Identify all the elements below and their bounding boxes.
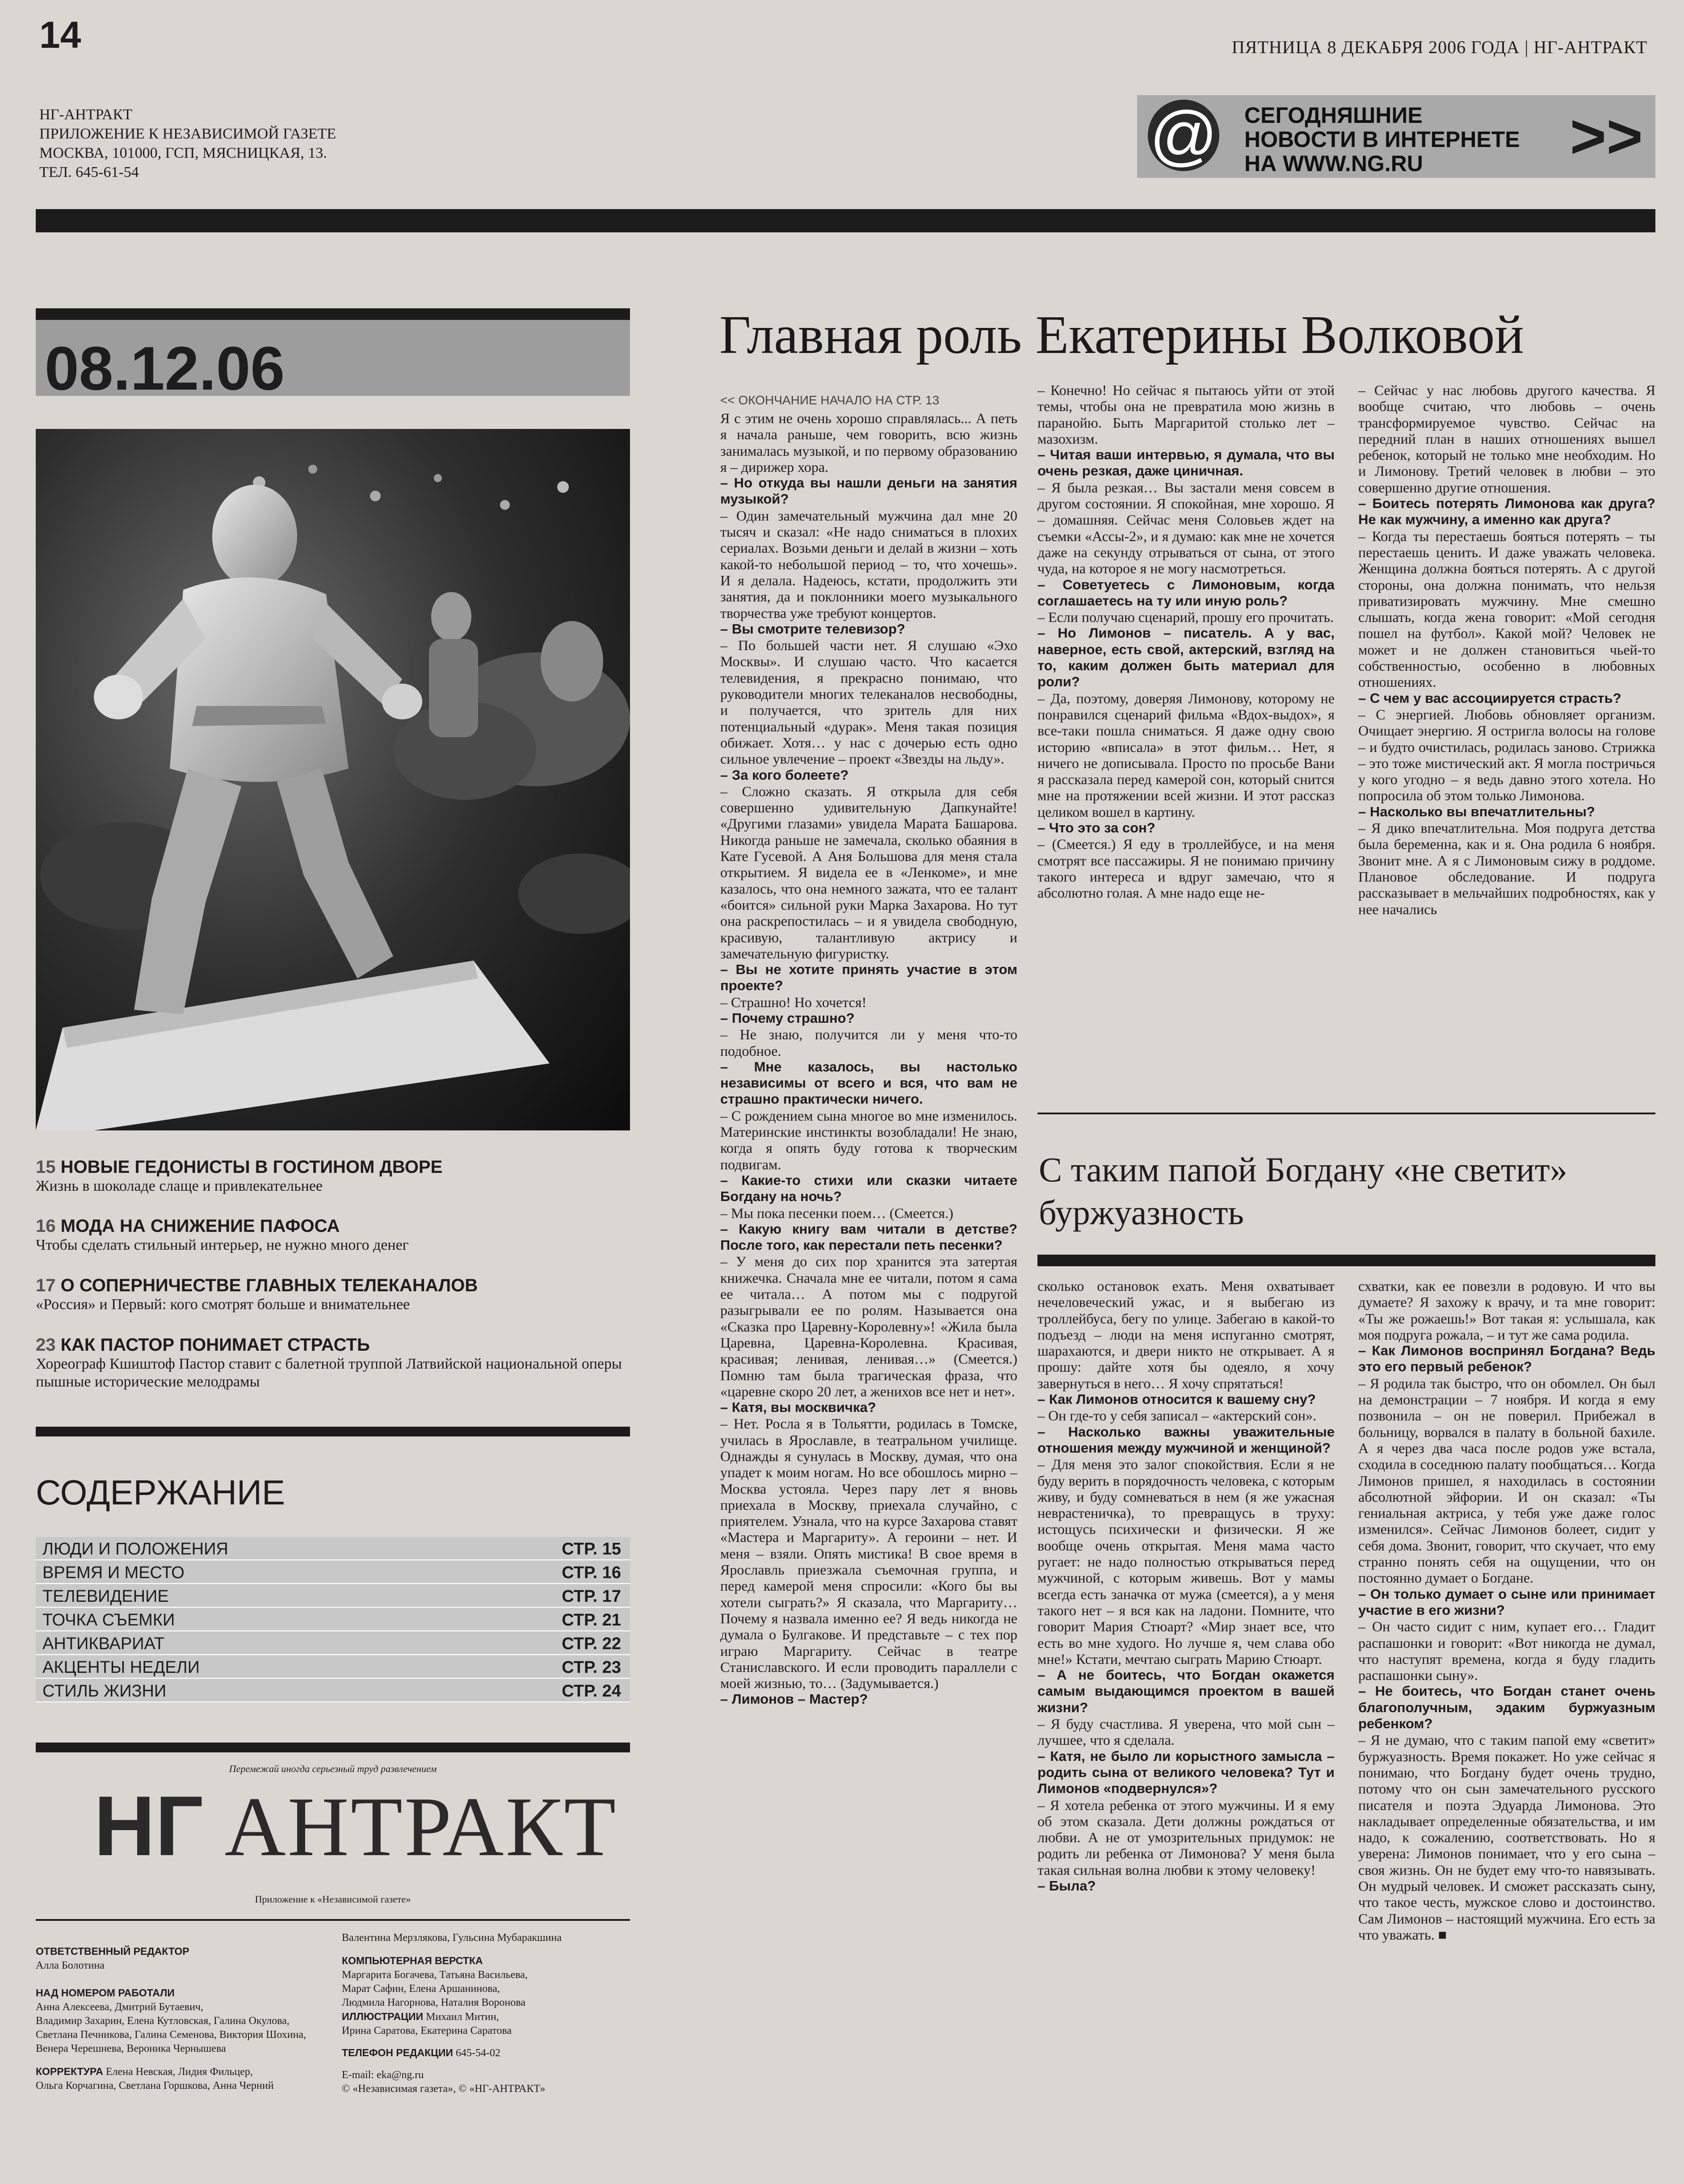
interview-paragraph: – Конечно! Но сейчас я пытаюсь уйти от этой темы, чтобы она не превратила мою жизнь в паранойю. Быть Маргаритой столько лет – мазохизм.: [1037, 382, 1335, 447]
phone-number: 645-54-02: [455, 2047, 500, 2059]
team-line: Венера Черешнева, Вероника Чернышева: [36, 2043, 226, 2054]
interview-question: – Советуетесь с Лимоновым, когда соглашаетесь на ту или иную роль?: [1037, 576, 1335, 609]
interview-paragraph: – По большей части нет. Я слушаю «Эхо Москвы». И слушаю часто. Что касается телевидения, я прекрасно понимаю, что руководители многих телеканалов несвободны, и получается, что зритель для них потенциальный «дурак». Меня такая позиция обижает. Хотя… у нас с дочерью есть одно сильное увлечение – проект «Звезды на льду».: [720, 637, 1017, 767]
team-line: Владимир Захарин, Елена Кутловская, Галина Окулова,: [36, 2015, 290, 2027]
toc-item[interactable]: [36, 1655, 630, 1679]
interview-paragraph: сколько остановок ехать. Меня охватывает нечеловеческий ужас, и я выбегаю из троллейбуса, бегу по улице. Забегаю в какой-то подъезд – люди на меня испуганно смотрят, шарахаются, и двери никто не открывает. А я прошу: дайте хотя бы одеяло, я хочу завернуться в него… Я хочу спрятаться!: [1037, 1278, 1335, 1391]
layout-line: Марат Сафин, Елена Аршанинова,: [342, 1983, 500, 1995]
teaser-description: Хореограф Кшиштоф Пастор ставит с балетной труппой Латвийской национальной оперы пышные исторические мелодрамы: [36, 1356, 622, 1390]
interview-question: – Он только думает о сыне или принимает участие в его жизни?: [1358, 1586, 1655, 1618]
toc-label: СТИЛЬ ЖИЗНИ: [42, 1682, 167, 1701]
toc-page: СТР. 16: [562, 1563, 621, 1582]
email[interactable]: E-mail: eka@ng.ru: [342, 2069, 424, 2081]
interview-question: – Не боитесь, что Богдан станет очень благополучным, эдаким буржуазным ребенком?: [1358, 1683, 1655, 1732]
toc-label: ТЕЛЕВИДЕНИЕ: [42, 1587, 169, 1606]
interview-question: – Катя, вы москвичка?: [720, 1399, 876, 1415]
interview-paragraph: – Да, поэтому, доверяя Лимонову, которому не понравился сценарий фильма «Вдох-выдох», я все-таки пошла сниматься. Я даже одну свою историю «вписала» в этот фильм… Нет, я ничего не дописывала. Просто по просьбе Вани я рассказала перед камерой сон, который снится мне на протяжении всей жизни. И этот рассказ целиком вошел в картину.: [1037, 690, 1335, 820]
editor-name: Алла Болотина: [36, 1960, 105, 1971]
layout-line: Маргарита Богачева, Татьяна Васильева,: [342, 1969, 528, 1981]
teaser-page: 17: [36, 1276, 56, 1295]
cover-photo: [36, 429, 630, 1130]
issue-date: 08.12.06: [45, 334, 285, 403]
logo-rule: [36, 1743, 630, 1752]
ng-antrakt-logo: [94, 1779, 618, 1874]
teaser-headline: КАК ПАСТОР ПОНИМАЕТ СТРАСТЬ: [60, 1335, 370, 1355]
layout-line: Людмила Нагорнова, Наталия Воронова: [342, 1997, 525, 2008]
interview-question: – Была?: [1037, 1877, 1096, 1894]
toc-page: СТР. 23: [562, 1658, 621, 1677]
teaser[interactable]: [36, 1335, 630, 1391]
toc-page: СТР. 22: [562, 1634, 621, 1653]
interview-question: – Насколько важны уважительные отношения между мужчиной и женщиной?: [1037, 1424, 1335, 1456]
credits-left: [36, 1945, 313, 2093]
interview-paragraph: – Когда ты перестаешь бояться потерять – ты перестаешь ценить. И даже уважать человека. Женщина должна бояться потерять. А с другой стороны, она должна понимать, что нельзя приватизировать мужчину. Мне смешно слышать, когда жена говорит: «Мой сегодня пошел на футбол». Какой мой? Человек не может и не должен становиться чьей-то собственностью, особенно в любовных отношениях.: [1358, 528, 1655, 690]
names-top: Валентина Мерзлякова, Гульсина Мубаракшина: [342, 1932, 562, 1944]
interview-paragraph: – Он часто сидит с ним, купает его… Гладит распашонки и говорит: «Вот никогда не думал, что наступят времена, когда я буду гладить распашонки сыну».: [1358, 1618, 1655, 1684]
promo-line: НА WWW.NG.RU: [1244, 151, 1423, 176]
news-promo-banner[interactable]: [1137, 95, 1655, 178]
teaser[interactable]: [36, 1276, 630, 1314]
interview-paragraph: схватки, как ее повезли в родовую. И что вы думаете? Я захожу к врачу, и та мне говорит: «Ты же рожаешь!» Вот такая я: услышала, как моя подруга рожала, – и тут же сама родила.: [1358, 1278, 1655, 1343]
teaser-page: 23: [36, 1335, 56, 1355]
teaser-headline: МОДА НА СНИЖЕНИЕ ПАФОСА: [60, 1216, 340, 1236]
teaser-headline: НОВЫЕ ГЕДОНИСТЫ В ГОСТИНОМ ДВОРЕ: [60, 1157, 443, 1177]
toc-item[interactable]: [36, 1561, 630, 1584]
article-2-rule: [1037, 1255, 1655, 1266]
team-line: Анна Алексеева, Дмитрий Бутаевич,: [36, 2001, 203, 2013]
interview-paragraph: – Я была резкая… Вы застали меня совсем в другом состоянии. Я спокойная, мне хорошо. Я – домашняя. Сейчас меня Соловьев ждет на съемки «Ассы-2», и я думаю: как мне не хочется даже на секунду отрываться от сына, от этого чуда, на которое я не могу насмотреться.: [1037, 479, 1335, 577]
continuation-note: << ОКОНЧАНИЕ НАЧАЛО НА СТР. 13: [720, 393, 940, 407]
article-divider: [1037, 1113, 1655, 1114]
promo-line: СЕГОДНЯШНИЕ: [1244, 103, 1423, 128]
proof-label: КОРРЕКТУРА: [36, 2066, 103, 2077]
interview-paragraph: – Я родила так быстро, что он обомлел. Он был на демонстрации – 7 ноября. И когда я ему позвонила – он не поверил. Прибежал в больницу, ворвался в палату в больной бахиле. А я через два часа после родов уже встала, сходила в соседнюю палату пообщаться… Когда Лимонов пришел, я находилась в состоянии абсолютной эйфории. И он сказал: «Ты гениальная актриса, у тебя уже даже голос изменился». Сейчас Лимонов болеет, сидит у себя дома. Звонит, говорит, что скучает, что ему странно понять себя на ощущении, что он постоянно думает о Богдане.: [1358, 1375, 1655, 1586]
interview-paragraph: – Я дико впечатлительна. Моя подруга детства была беременна, как и я. Она родила 6 ноября. Звонит мне. А я с Лимоновым сижу в роддоме. Плановое обследование. И подруга рассказывает в мельчайших подробностях, как у нее начались: [1358, 820, 1655, 917]
interview-paragraph: – Страшно! Но хочется!: [720, 994, 867, 1010]
interview-question: – А не боитесь, что Богдан окажется самым выдающимся проектом в вашей жизни?: [1037, 1667, 1335, 1715]
teaser[interactable]: [36, 1216, 630, 1254]
teaser-headline: О СОПЕРНИЧЕСТВЕ ГЛАВНЫХ ТЕЛЕКАНАЛОВ: [60, 1276, 478, 1295]
toc-label: ЛЮДИ И ПОЛОЖЕНИЯ: [42, 1540, 228, 1558]
copyright: © «Независимая газета», © «НГ-АНТРАКТ»: [342, 2083, 546, 2095]
interview-paragraph: – Сложно сказать. Я открыла для себя совершенно удивительную Дапкунайте! «Другими глазами» увидела Марата Башарова. Никогда раньше не замечала, сколько обаяния в Кате Гусевой. А Аня Большова для меня стала открытием. Я видела ее в «Ленкоме», и мне казалось, что она немного зажата, что ее талант «боится» сильной руки Марка Захарова. Но тут она раскрепостилась – и я увидела свободную, красивую, талантливую актрису и замечательную фигуристку.: [720, 783, 1017, 962]
promo-line: НОВОСТИ В ИНТЕРНЕТЕ: [1244, 127, 1520, 152]
team-label: НАД НОМЕРОМ РАБОТАЛИ: [36, 1987, 175, 1999]
interview-question: – Насколько вы впечатлительны?: [1358, 803, 1595, 819]
interview-paragraph: – Для меня это залог спокойствия. Если я не буду верить в порядочность человека, с которым живу, и буду сомневаться в нем (я же ужасная неврастеничка), то превращусь в труху: истощусь психически и физически. Я же вообще очень открытая. Меня мама часто ругает: не надо полностью открываться перед мужчиной, с которым живешь. Вот у мамы всегда есть заначка от мужа (смеется), а у меня такого нет – я вся как на ладони. Помните, что говорит Мария Стюарт? «Мир знает все, что есть во мне худого. Но лучше я, чем слава обо мне!» Кстати, мечтаю сыграть Марию Стюарт.: [1037, 1456, 1335, 1667]
interview-question: – Как Лимонов воспринял Богдана? Ведь это его первый ребенок?: [1358, 1343, 1655, 1375]
page-number: 14: [39, 14, 81, 56]
interview-paragraph: – Не знаю, получится ли у меня что-то подобное.: [720, 1026, 1017, 1059]
interview-paragraph: – С рождением сына многое во мне изменилось. Материнские инстинкты возобладали! Не знаю, когда я опять буду готова к творческим подвигам.: [720, 1107, 1017, 1172]
editor-label: ОТВЕТСТВЕННЫЙ РЕДАКТОР: [36, 1945, 189, 1957]
interview-question: – Но откуда вы нашли деньги на занятия музыкой?: [720, 475, 1017, 507]
illus-names-2: Ирина Саратова, Екатерина Саратова: [342, 2025, 512, 2037]
interview-paragraph: Я с этим не очень хорошо справлялась... А петь я начала раньше, чем говорить, всю жизнь занималась музыкой, и по первому образованию я – дирижер хора.: [720, 410, 1017, 475]
toc-page: СТР. 21: [562, 1611, 621, 1630]
masthead-line: НГ-АНТРАКТ: [39, 106, 132, 123]
interview-question: – Что это за сон?: [1037, 820, 1155, 836]
article-column: [720, 410, 1017, 2177]
figurine-photo: [36, 429, 630, 1130]
teaser[interactable]: [36, 1157, 630, 1195]
interview-paragraph: – Он где-то у себя записал – «актерский сон».: [1037, 1407, 1317, 1424]
interview-question: – Почему страшно?: [720, 1010, 855, 1026]
interview-question: – За кого болеете?: [720, 767, 849, 783]
article-column: [1037, 1278, 1335, 2177]
teaser-description: Жизнь в шоколаде слаще и привлекательнее: [36, 1178, 323, 1194]
article-column: [1037, 382, 1335, 1106]
logo-ng: НГ: [94, 1779, 203, 1873]
proof-names: Елена Невская, Лидия Фильцер,: [105, 2066, 253, 2078]
toc-item[interactable]: [36, 1584, 630, 1608]
interview-question: – С чем у вас ассоциируется страсть?: [1358, 690, 1621, 706]
proof-names-2: Ольга Корчагина, Светлана Горшкова, Анна Черний: [36, 2080, 274, 2092]
toc-item[interactable]: [36, 1632, 630, 1655]
interview-paragraph: – У меня до сих пор хранится эта затертая книжечка. Сначала мне ее читали, потом я сама ее читала… А потом мы с подругой разыгрывали ее по ролям. Называется она «Сказка про Царевну-Королевну»! «Жила была Царевна, Царевна-Королевна. Красивая, красивая; ленивая, ленивая…» (Смеется.) Помню там была трагическая фраза, что «царевне скоро 20 лет, а женихов все нет и нет».: [720, 1253, 1017, 1399]
toc-label: АКЦЕНТЫ НЕДЕЛИ: [42, 1658, 200, 1677]
toc-page: СТР. 24: [562, 1682, 621, 1701]
logo-motto: Перемежай иногда серьезный труд развлечением: [229, 1763, 437, 1774]
issue-date-line: ПЯТНИЦА 8 ДЕКАБРЯ 2006 ГОДА | НГ-АНТРАКТ: [1231, 37, 1647, 57]
at-icon: @: [1148, 100, 1219, 171]
interview-question: – Какую книгу вам читали в детстве? После того, как перестали петь песенки?: [720, 1221, 1017, 1253]
toc-item[interactable]: [36, 1537, 630, 1560]
interview-question: – Боитесь потерять Лимонова как друга? Не как мужчину, а именно как друга?: [1358, 496, 1655, 528]
interview-question: – Лимонов – Мастер?: [720, 1691, 868, 1707]
interview-question: – Читая ваши интервью, я думала, что вы очень резкая, даже циничная.: [1037, 447, 1335, 479]
masthead-line: ТЕЛ. 645-61-54: [39, 164, 139, 181]
logo-name: АНТРАКТ: [224, 1780, 618, 1874]
interview-paragraph: – Если получаю сценарий, прошу его прочитать.: [1037, 609, 1334, 626]
interview-question: – Как Лимонов относится к вашему сну?: [1037, 1391, 1316, 1407]
layout-label: КОМПЬЮТЕРНАЯ ВЕРСТКА: [342, 1955, 483, 1966]
interview-question: – Мне казалось, вы настолько независимы от всего и вся, что вам не страшно практически ничего.: [720, 1058, 1017, 1107]
masthead: [39, 105, 336, 182]
double-arrow-icon: >>: [1570, 101, 1643, 171]
interview-question: – Катя, не было ли корыстного замысла – родить сына от великого человека? Тут и Лимонов «подвернулся»?: [1037, 1748, 1335, 1797]
toc-page: СТР. 17: [562, 1587, 621, 1606]
interview-question: – Вы смотрите телевизор?: [720, 621, 905, 637]
interview-question: – Но Лимонов – писатель. А у вас, наверное, есть свой, актерский, взгляд на то, каким должен быть материал для роли?: [1037, 625, 1335, 690]
article-column: [1358, 1278, 1655, 2177]
interview-question: – Какие-то стихи или сказки читаете Богдану на ночь?: [720, 1172, 1017, 1205]
interview-question: – Вы не хотите принять участие в этом проекте?: [720, 962, 1017, 994]
toc-page: СТР. 15: [562, 1540, 621, 1558]
toc-label: АНТИКВАРИАТ: [42, 1634, 165, 1653]
interview-paragraph: – Один замечательный мужчина дал мне 20 тысяч и сказал: «Не надо сниматься в плохих сериалах. Возьми деньги и делай в жизни – хоть какой-то небольшой период – то, что хочешь». И я делала. Надеюсь, кстати, продолжить эти занятия, да и поклонники моего музыкального творчества уже требуют концертов.: [720, 507, 1017, 621]
top-rule: [36, 209, 1655, 232]
interview-paragraph: – (Смеется.) Я еду в троллейбусе, и на меня смотрят все пассажиры. Я не понимаю причину такого интереса и вдруг замечаю, что я абсолютно голая. А мне надо еще не-: [1037, 836, 1335, 901]
interview-paragraph: – Мы пока песенки поем… (Смеется.): [720, 1205, 953, 1221]
interview-paragraph: – Сейчас у нас любовь другого качества. Я вообще считаю, что любовь – очень трансформируемое чувство. Сейчас на передний план в наших отношениях вышел ребенок, который не только мне необходим. Но и Лимонову. Третий человек в любви – это совершенно другие отношения.: [1358, 382, 1655, 496]
illus-label: ИЛЛЮСТРАЦИИ: [342, 2011, 424, 2022]
phone-label: ТЕЛЕФОН РЕДАКЦИИ: [342, 2047, 453, 2058]
toc-item[interactable]: [36, 1679, 630, 1702]
masthead-line: ПРИЛОЖЕНИЕ К НЕЗАВИСИМОЙ ГАЗЕТЕ: [39, 126, 336, 142]
article-column: [1358, 382, 1655, 1106]
teaser-description: «Россия» и Первый: кого смотрят больше и внимательнее: [36, 1296, 410, 1313]
logo-subtitle: Приложение к «Независимой газете»: [255, 1894, 411, 1905]
masthead-line: МОСКВА, 101000, ГСП, МЯСНИЦКАЯ, 13.: [39, 145, 327, 161]
illus-names: Михаил Митин,: [426, 2011, 499, 2023]
date-block: [36, 308, 630, 403]
teaser-page: 15: [36, 1157, 56, 1177]
teaser-page: 16: [36, 1216, 56, 1236]
interview-paragraph: – Нет. Росла я в Тольятти, родилась в Томске, училась в Ярославле, в театральном училище. Однажды я сунулась в Москву, думая, что она упадет к моим ногам. Но все обошлось мирно – Москва устояла. Через пару лет я вновь приехала в Москву, приехала случайно, с приятелем. Узнала, что на курсе Захарова ставят «Мастера и Маргариту». А героини – нет. И меня – взяли. Опять мистика! В свое время в Ярославль приезжала съемочная группа, и перед камерой меня спросили: «Кого бы вы хотели сыграть?» Я сказала, что Маргариту… Почему я назвала именно ее? Я ведь никогда не думала о Булгакове. И представьте – с тех пор играю Маргариту. Сейчас в театре Станиславского. И если проводить параллели с моей жизнью, то… (Задумывается.): [720, 1415, 1017, 1692]
contents-title: СОДЕРЖАНИЕ: [36, 1473, 286, 1512]
toc-item[interactable]: [36, 1608, 630, 1631]
credits-rule: [36, 1919, 630, 1921]
interview-paragraph: – Я хотела ребенка от этого мужчины. И я ему об этом сказала. Дети должны рождаться от любви. А не от умозрительных придумок: не родить ли ребенка от Лимонова? У меня была такая сильная волна любви к этому человеку!: [1037, 1797, 1335, 1878]
team-line: Светлана Печникова, Галина Семенова, Виктория Шохина,: [36, 2029, 307, 2041]
interview-paragraph: – Я буду счастлива. Я уверена, что мой сын – лучшее, что я сделала.: [1037, 1716, 1335, 1748]
contents-rule: [36, 1427, 630, 1436]
article-title: Главная роль Екатерины Волковой: [719, 305, 1524, 365]
credits-right: [342, 1931, 628, 2096]
toc-label: ТОЧКА СЪЕМКИ: [42, 1611, 175, 1630]
teaser-description: Чтобы сделать стильный интерьер, не нужно много денег: [36, 1237, 409, 1253]
interview-paragraph: – Я не думаю, что с таким папой ему «светит» буржуазность. Время покажет. Но уже сейчас я понимаю, что Богдану будет очень трудно, потому что он сын замечательного русского писателя и поэта Эдуарда Лимонова. Это накладывает определенные обязательства, и им надо, к сожалению, соответствовать. Но я уверена: Лимонов понимает, что у его сына – своя жизнь. Он не будет ему что-то навязывать. Он мудрый человек. И сможет рассказать сыну, что такое честь, мужское слово и достоинство. Сам Лимонов – настоящий мужчина. Его есть за что уважать. ■: [1358, 1732, 1655, 1943]
article-title-2: С таким папой Богдану «не светит» буржуазность: [1039, 1150, 1567, 1232]
interview-paragraph: – С энергией. Любовь обновляет организм. Очищает энергию. Я остригла волосы на голове – и будто очистилась, родилась заново. Стрижка – это тоже мистический акт. Я могла постричься у кого угодно – я ведь давно этого хотела. Но попросила об этом только Лимонова.: [1358, 706, 1655, 804]
toc-label: ВРЕМЯ И МЕСТО: [42, 1563, 185, 1582]
